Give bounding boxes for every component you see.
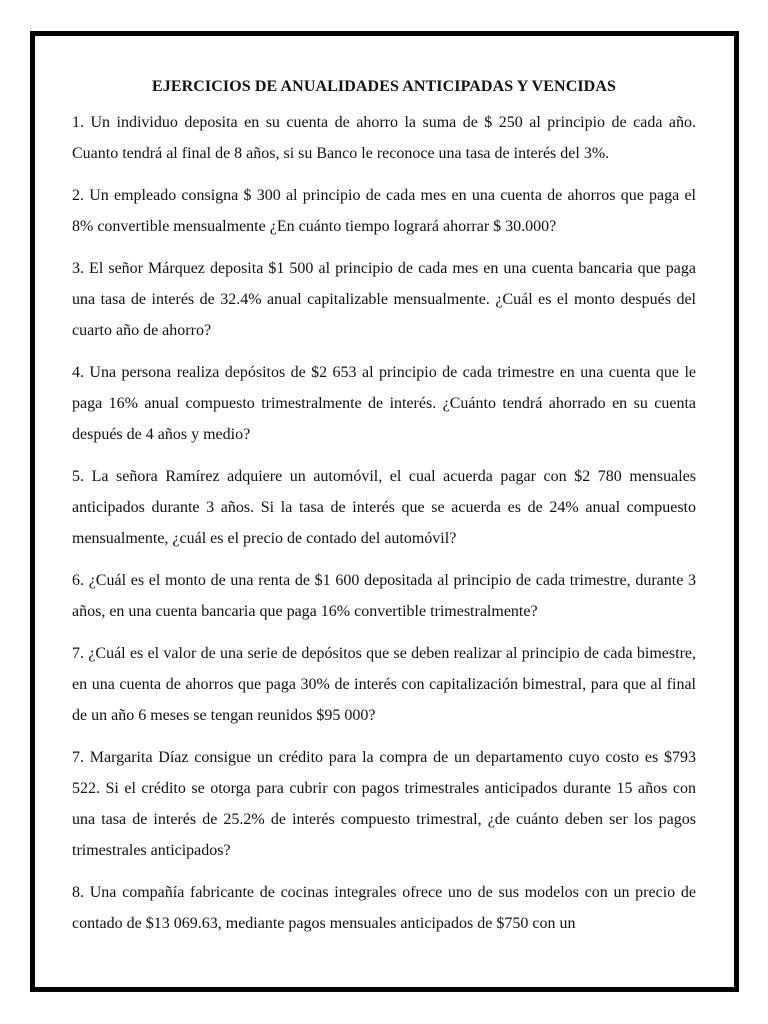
exercise-5: 5. La señora Ramírez adquiere un automóvil, el cual acuerda pagar con $2 780 mensuales anticipados durante 3 años. Si la tasa de interés que se acuerda es de 24% anual compuesto mensualmente, ¿cuál es el precio de contado del automóvil? <box>72 468 696 547</box>
exercise-2: 2. Un empleado consigna $ 300 al principio de cada mes en una cuenta de ahorros que paga el 8% convertible mensualmente ¿En cuánto tiempo logrará ahorrar $ 30.000? <box>72 187 696 235</box>
page-border-frame <box>30 31 739 992</box>
exercise-7-bimestre: 7. ¿Cuál es el valor de una serie de depósitos que se deben realizar al principio de cada bimestre, en una cuenta de ahorros que paga 30% de interés con capitalización bimestral, para que al final de un año 6 meses se tengan reunidos $95 000? <box>72 645 696 724</box>
exercise-4: 4. Una persona realiza depósitos de $2 653 al principio de cada trimestre en una cuenta que le paga 16% anual compuesto trimestralmente de interés. ¿Cuánto tendrá ahorrado en su cuenta después de 4 años y medio? <box>72 364 696 443</box>
exercise-7-credito: 7. Margarita Díaz consigue un crédito para la compra de un departamento cuyo costo es $793 522. Si el crédito se otorga para cubrir con pagos trimestrales anticipados durante 15 años con una tasa de interés de 25.2% de interés compuesto trimestral, ¿de cuánto deben ser los pagos trimestrales anticipados? <box>72 749 696 859</box>
exercise-3: 3. El señor Márquez deposita $1 500 al principio de cada mes en una cuenta bancaria que paga una tasa de interés de 32.4% anual capitalizable mensualmente. ¿Cuál es el monto después del cuarto año de ahorro? <box>72 260 696 339</box>
exercise-8: 8. Una compañía fabricante de cocinas integrales ofrece uno de sus modelos con un precio de contado de $13 069.63, mediante pagos mensuales anticipados de $750 con un <box>72 884 696 932</box>
exercise-1: 1. Un individuo deposita en su cuenta de ahorro la suma de $ 250 al principio de cada año. Cuanto tendrá al final de 8 años, si su Banco le reconoce una tasa de interés del 3%. <box>72 114 696 162</box>
document-title: EJERCICIOS DE ANUALIDADES ANTICIPADAS Y VENCIDAS <box>151 78 616 95</box>
exercise-6: 6. ¿Cuál es el monto de una renta de $1 600 depositada al principio de cada trimestre, durante 3 años, en una cuenta bancaria que paga 16% convertible trimestralmente? <box>72 572 696 620</box>
document-body <box>72 76 696 950</box>
